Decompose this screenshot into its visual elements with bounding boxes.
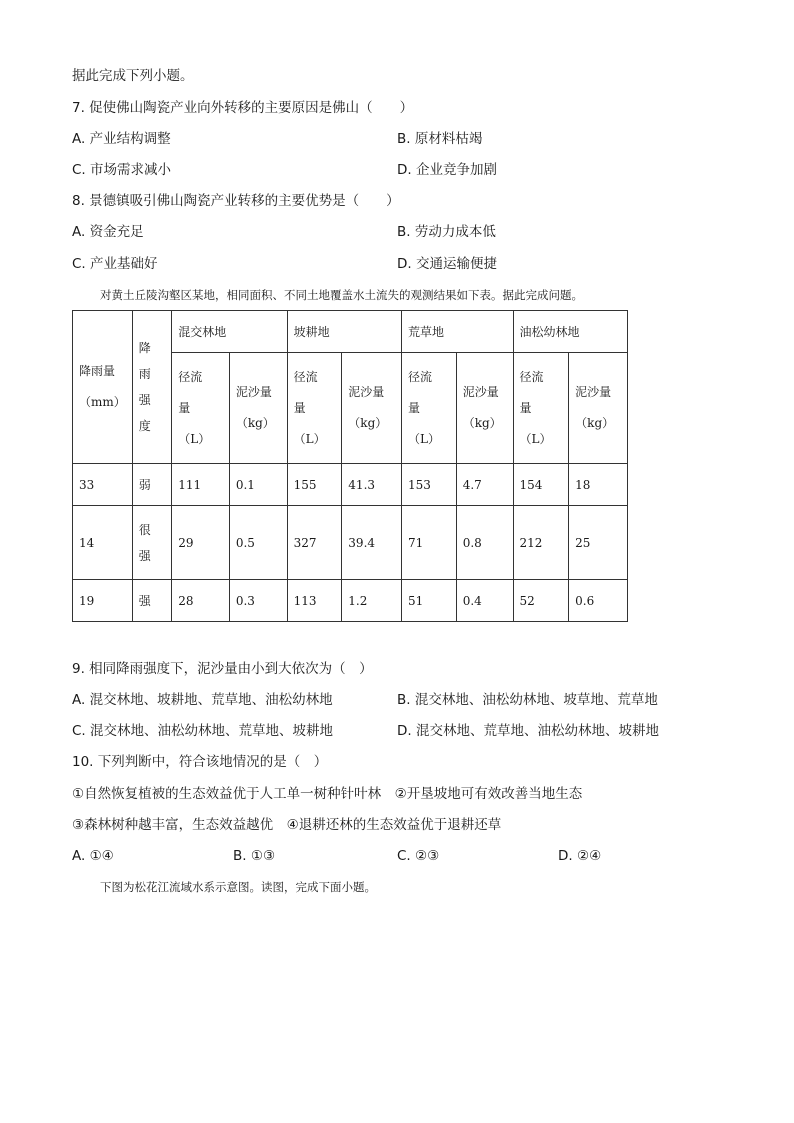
q7-option-d: D. 企业竞争加剧 (397, 162, 497, 178)
cell-value: 29 (172, 506, 230, 580)
q10-option-c: C. ②③ (397, 848, 440, 864)
cell-value: 1.2 (342, 580, 402, 622)
q8-option-d: D. 交通运输便捷 (397, 256, 497, 272)
observation-table (72, 310, 628, 622)
header-runoff: 径流 量 （L） (172, 353, 230, 464)
q7-option-c: C. 市场需求减小 (72, 162, 172, 178)
cell-value: 0.6 (569, 580, 628, 622)
cell-value: 212 (513, 506, 569, 580)
q10-stem: 10. 下列判断中，符合该地情况的是（ ） (72, 754, 328, 770)
q10-option-b: B. ①③ (233, 848, 276, 864)
cell-value: 39.4 (342, 506, 402, 580)
cell-rainfall: 33 (73, 464, 133, 506)
q7-stem: 7. 促使佛山陶瓷产业向外转移的主要原因是佛山（ ） (72, 100, 414, 116)
header-runoff: 径流 量 （L） (513, 353, 569, 464)
cell-value: 327 (287, 506, 342, 580)
q9-option-b: B. 混交林地、油松幼林地、坡草地、荒草地 (397, 692, 658, 708)
header-sediment: 泥沙量 （kg） (342, 353, 402, 464)
q8-option-c: C. 产业基础好 (72, 256, 158, 272)
map-intro: 下图为松花江流域水系示意图。读图，完成下面小题。 (100, 880, 376, 894)
table-row (73, 580, 628, 622)
header-sediment: 泥沙量 （kg） (569, 353, 628, 464)
q7-option-b: B. 原材料枯竭 (397, 131, 483, 147)
cell-value: 0.5 (229, 506, 287, 580)
q8-stem: 8. 景德镇吸引佛山陶瓷产业转移的主要优势是（ ） (72, 193, 400, 209)
header-group: 混交林地 (172, 311, 287, 353)
cell-intensity: 强 (132, 580, 172, 622)
cell-value: 113 (287, 580, 342, 622)
cell-value: 18 (569, 464, 628, 506)
q9-option-a: A. 混交林地、坡耕地、荒草地、油松幼林地 (72, 692, 333, 708)
cell-value: 155 (287, 464, 342, 506)
cell-value: 71 (402, 506, 457, 580)
cell-value: 41.3 (342, 464, 402, 506)
header-intensity: 降 雨 强 度 (132, 311, 172, 464)
cell-rainfall: 19 (73, 580, 133, 622)
table-row (73, 506, 628, 580)
cell-value: 153 (402, 464, 457, 506)
cell-value: 154 (513, 464, 569, 506)
q10-statement-1: ①自然恢复植被的生态效益优于人工单一树种针叶林 ②开垦坡地可有效改善当地生态 (72, 786, 583, 802)
header-sediment: 泥沙量 （kg） (456, 353, 513, 464)
q8-option-b: B. 劳动力成本低 (397, 224, 496, 240)
q9-stem: 9. 相同降雨强度下，泥沙量由小到大依次为（ ） (72, 661, 373, 677)
table-intro: 对黄土丘陵沟壑区某地，相同面积、不同土地覆盖水土流失的观测结果如下表。据此完成问题。 (100, 288, 583, 302)
q7-option-a: A. 产业结构调整 (72, 131, 171, 147)
q9-option-c: C. 混交林地、油松幼林地、荒草地、坡耕地 (72, 723, 334, 739)
q8-option-a: A. 资金充足 (72, 224, 144, 240)
cell-value: 52 (513, 580, 569, 622)
table-row (73, 464, 628, 506)
header-sediment: 泥沙量 （kg） (229, 353, 287, 464)
cell-intensity: 很 强 (132, 506, 172, 580)
q10-option-d: D. ②④ (558, 848, 602, 864)
q9-option-d: D. 混交林地、荒草地、油松幼林地、坡耕地 (397, 723, 659, 739)
header-runoff: 径流 量 （L） (402, 353, 457, 464)
header-runoff: 径流 量 （L） (287, 353, 342, 464)
cell-value: 0.3 (229, 580, 287, 622)
cell-value: 51 (402, 580, 457, 622)
cell-intensity: 弱 (132, 464, 172, 506)
cell-value: 4.7 (456, 464, 513, 506)
q10-option-a: A. ①④ (72, 848, 114, 864)
header-group: 坡耕地 (287, 311, 401, 353)
cell-value: 111 (172, 464, 230, 506)
header-group: 油松幼林地 (513, 311, 627, 353)
header-group: 荒草地 (402, 311, 514, 353)
cell-value: 0.8 (456, 506, 513, 580)
q10-statement-2: ③森林树种越丰富，生态效益越优 ④退耕还林的生态效益优于退耕还草 (72, 817, 502, 833)
header-rainfall: 降雨量 （mm） (73, 311, 133, 464)
cell-value: 0.4 (456, 580, 513, 622)
cell-rainfall: 14 (73, 506, 133, 580)
intro-text: 据此完成下列小题。 (72, 68, 194, 84)
cell-value: 28 (172, 580, 230, 622)
cell-value: 0.1 (229, 464, 287, 506)
cell-value: 25 (569, 506, 628, 580)
